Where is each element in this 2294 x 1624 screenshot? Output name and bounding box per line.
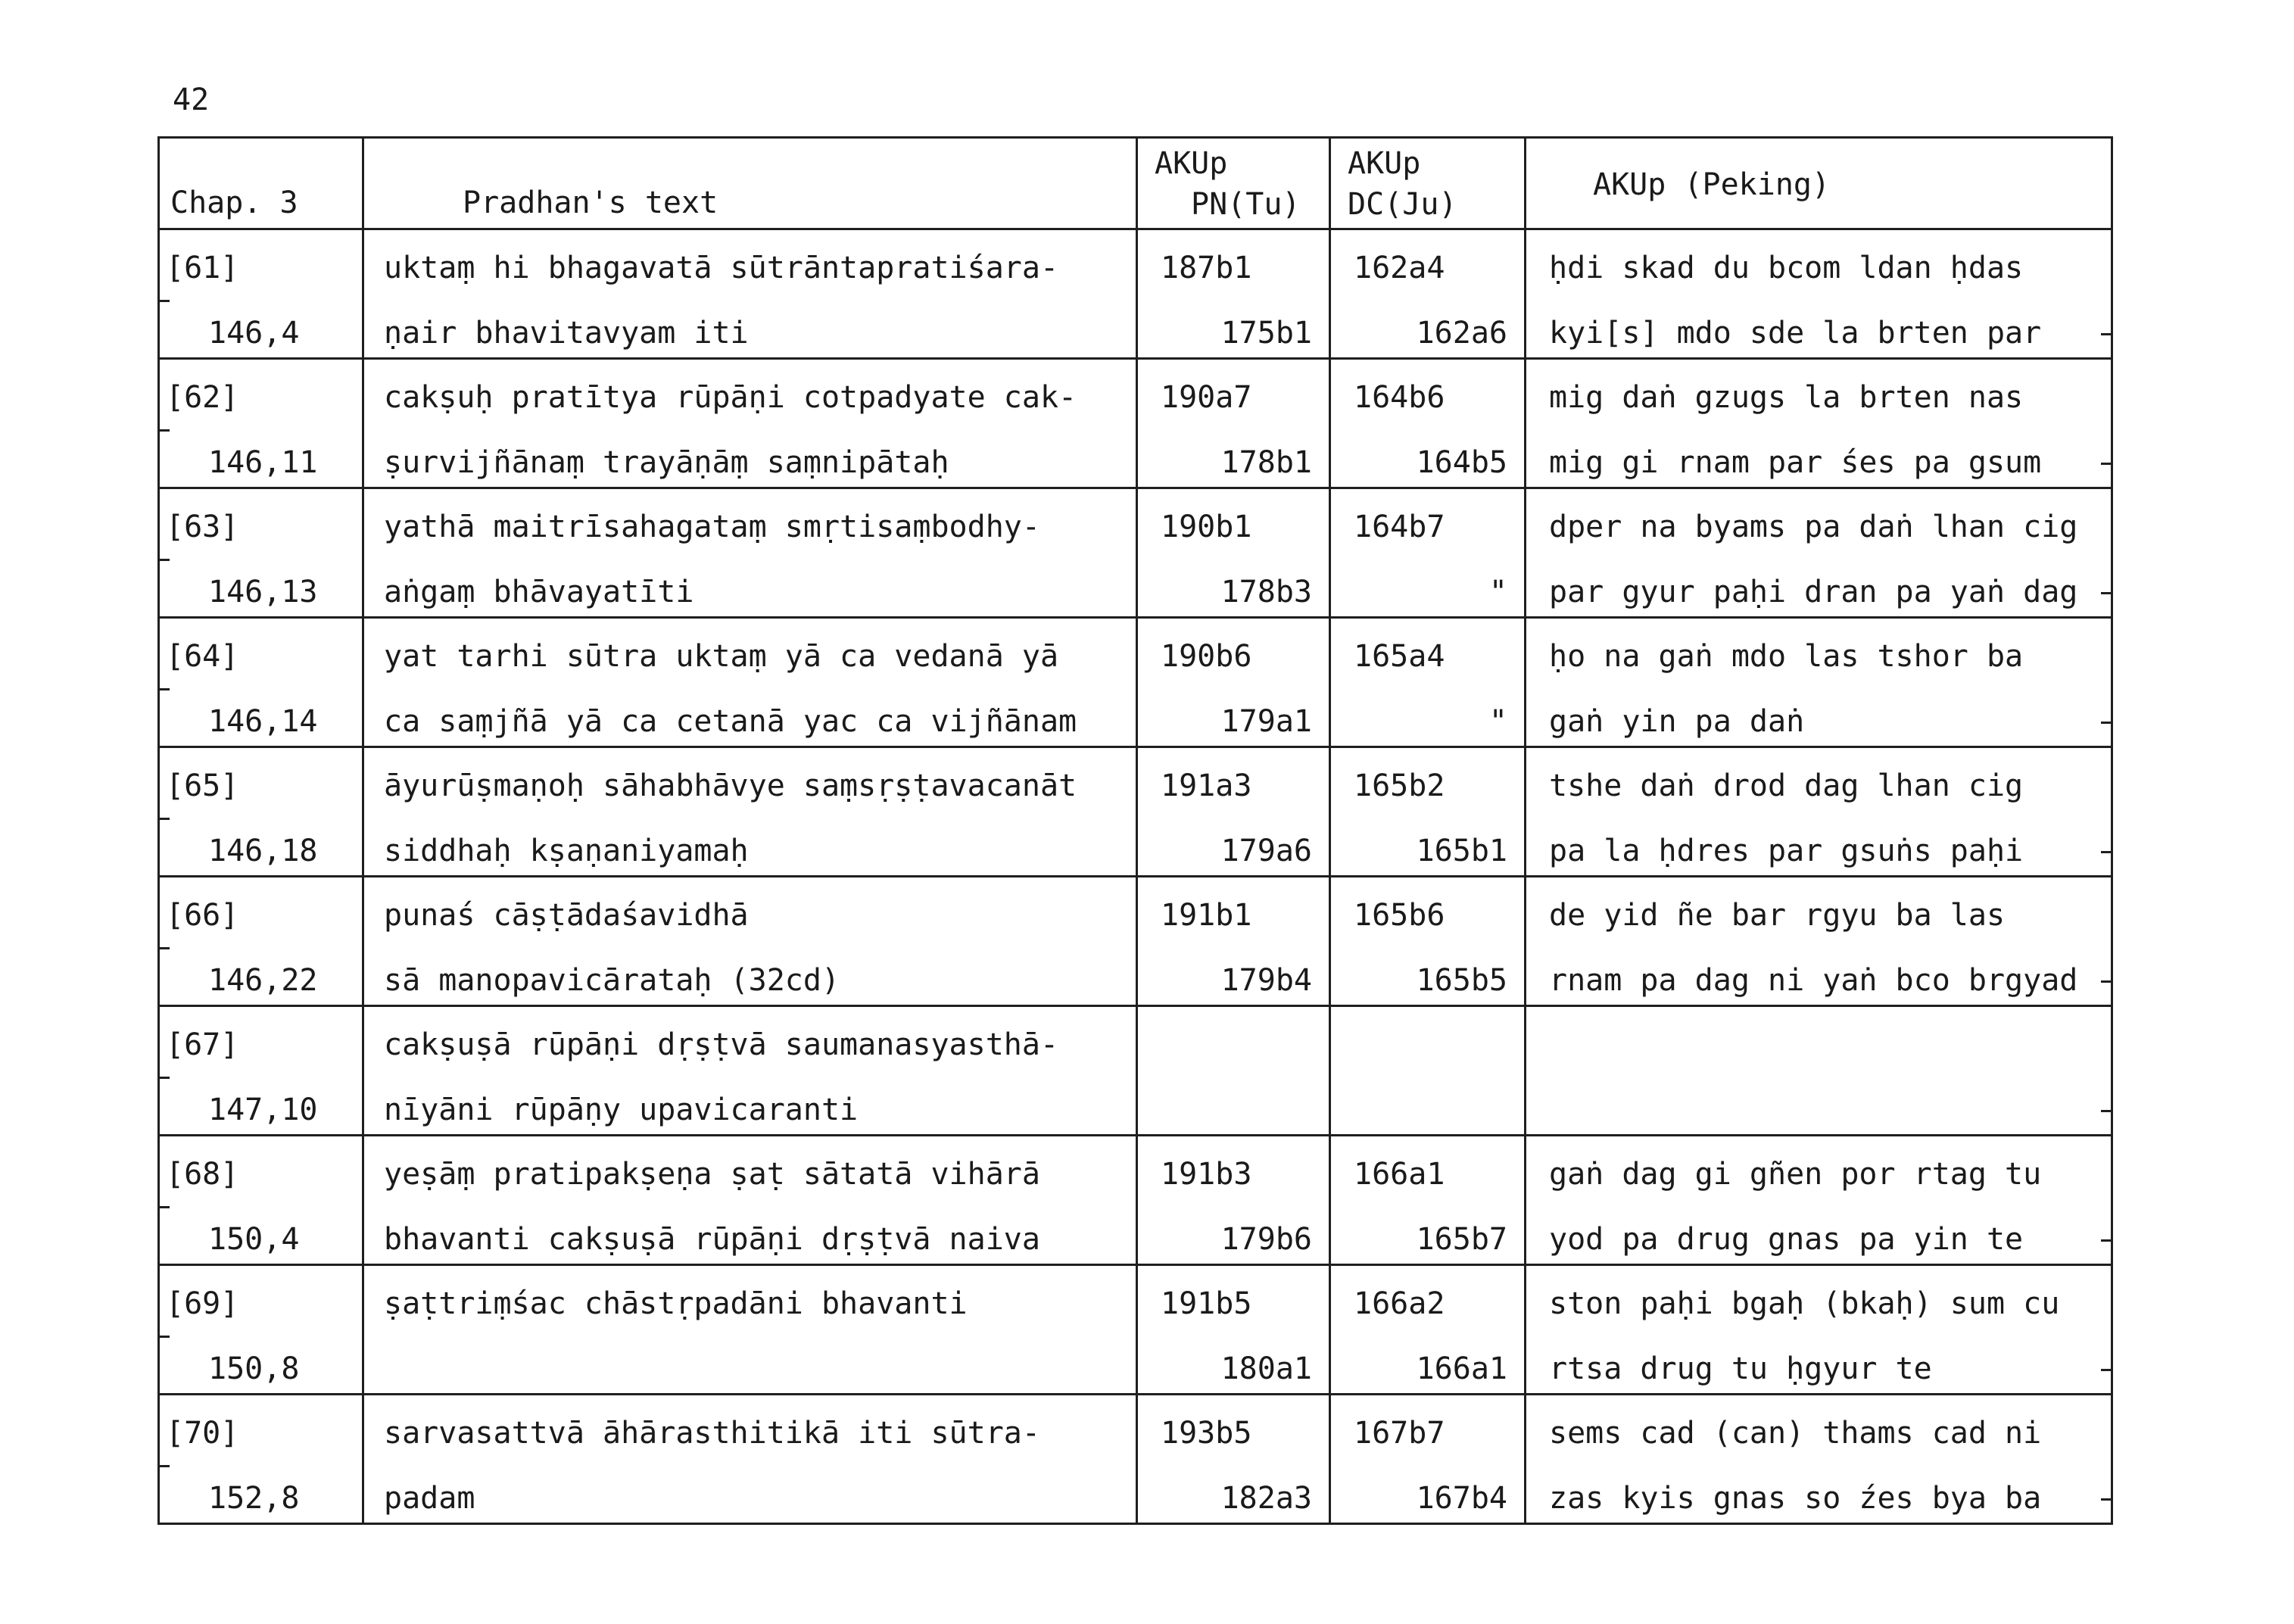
cell-dc-ju-line2: 164b5: [1416, 445, 1507, 480]
cell-peking: [1526, 877, 2112, 1006]
cell-pn-tu-line2: 178b3: [1220, 575, 1312, 609]
row-tick-mark: [2101, 592, 2113, 594]
cell-peking-line1: ḥdi skad du bcom ldan ḥdas: [1549, 251, 2024, 285]
cell-pradhan-text-line1: yeṣāṃ pratipakṣeṇa ṣaṭ sātatā vihārā: [384, 1157, 1040, 1192]
cell-chapter: [159, 1265, 363, 1395]
cell-peking-line1: sems cad (can) thams cad ni: [1549, 1416, 2042, 1451]
cell-peking-line2: yod pa drug gnas pa yin te: [1549, 1222, 2024, 1257]
cell-pradhan-text: [363, 1136, 1137, 1265]
cell-peking: [1526, 618, 2112, 747]
cell-pn-tu: [1137, 359, 1330, 488]
cell-pn-tu: [1137, 1395, 1330, 1524]
cell-pn-tu-line2: 179a6: [1220, 834, 1312, 868]
cell-pn-tu: [1137, 1265, 1330, 1395]
row-tick-mark: [157, 688, 170, 690]
cell-peking-line1: ston paḥi bgaḥ (bkaḥ) sum cu: [1549, 1286, 2060, 1321]
cell-dc-ju: [1330, 1395, 1526, 1524]
cell-pn-tu-line2: 175b1: [1220, 316, 1312, 351]
cell-dc-ju: [1330, 488, 1526, 618]
cell-pradhan-text: [363, 229, 1137, 359]
cell-chapter: [159, 877, 363, 1006]
cell-peking-line2: rnam pa dag ni yaṅ bco brgyad: [1549, 963, 2078, 998]
cell-pn-tu: [1137, 488, 1330, 618]
cell-chapter: [159, 1395, 363, 1524]
cell-chapter-line2: 150,8: [208, 1351, 300, 1386]
page-number: 42: [173, 83, 210, 117]
cell-chapter: [159, 359, 363, 488]
cell-dc-ju-line2: ": [1488, 704, 1507, 739]
cell-pn-tu-line1: 191a3: [1161, 768, 1252, 803]
cell-pradhan-text-line2: siddhaḥ kṣaṇaniyamaḥ: [384, 834, 749, 868]
cell-pradhan-text: [363, 1006, 1137, 1136]
row-tick-mark: [157, 1336, 170, 1338]
cell-pradhan-text-line2: nīyāni rūpāṇy upavicaranti: [384, 1093, 859, 1127]
cell-peking-line2: mig gi rnam par śes pa gsum: [1549, 445, 2042, 480]
row-tick-mark: [157, 559, 170, 561]
cell-chapter-line1: [68]: [166, 1157, 239, 1192]
table-row: [159, 1395, 2112, 1524]
cell-pn-tu-line2: 179b6: [1220, 1222, 1312, 1257]
cell-dc-ju: [1330, 359, 1526, 488]
cell-dc-ju-line2: ": [1488, 575, 1507, 609]
cell-dc-ju: [1330, 747, 1526, 877]
cell-chapter-line2: 146,14: [208, 704, 318, 739]
cell-chapter-line2: 146,11: [208, 445, 318, 480]
header-chap: [159, 138, 363, 229]
cell-chapter-line1: [67]: [166, 1027, 239, 1062]
cell-peking: [1526, 1395, 2112, 1524]
row-tick-mark: [157, 300, 170, 302]
cell-dc-ju: [1330, 229, 1526, 359]
cell-peking: [1526, 1136, 2112, 1265]
row-tick-mark: [2101, 1498, 2113, 1501]
cell-pn-tu-line1: 190b1: [1161, 510, 1252, 544]
table-row: [159, 618, 2112, 747]
cell-dc-ju: [1330, 1265, 1526, 1395]
row-tick-mark: [157, 1077, 170, 1079]
cell-peking: [1526, 747, 2112, 877]
table-row: [159, 747, 2112, 877]
header-row: [159, 138, 2112, 229]
cell-pradhan-text: [363, 1265, 1137, 1395]
cell-chapter-line2: 147,10: [208, 1093, 318, 1127]
cell-pn-tu: [1137, 1136, 1330, 1265]
cell-peking: [1526, 359, 2112, 488]
table-row: [159, 1265, 2112, 1395]
cell-chapter-line1: [63]: [166, 510, 239, 544]
cell-pradhan-text-line1: āyurūṣmaṇoḥ sāhabhāvye saṃsṛṣṭavacanāt: [384, 768, 1077, 803]
cell-chapter-line2: 146,4: [208, 316, 300, 351]
cell-dc-ju-line1: 164b7: [1354, 510, 1445, 544]
row-tick-mark: [157, 947, 170, 949]
cell-pradhan-text-line2: padam: [384, 1481, 475, 1516]
cell-dc-ju-line2: 166a1: [1416, 1351, 1507, 1386]
cell-dc-ju-line1: 164b6: [1354, 380, 1445, 415]
cell-peking: [1526, 488, 2112, 618]
cell-pradhan-text-line1: ṣaṭtriṃśac chāstṛpadāni bhavanti: [384, 1286, 968, 1321]
row-tick-mark: [2101, 722, 2113, 724]
row-tick-mark: [2101, 333, 2113, 335]
cell-dc-ju: [1330, 1006, 1526, 1136]
row-tick-mark: [2101, 1110, 2113, 1112]
concordance-table-container: [157, 136, 2111, 1525]
cell-dc-ju-line1: 165a4: [1354, 639, 1445, 674]
cell-chapter-line2: 150,4: [208, 1222, 300, 1257]
cell-pn-tu-line1: 191b1: [1161, 898, 1252, 933]
cell-pradhan-text-line1: cakṣuḥ pratītya rūpāṇi cotpadyate cak-: [384, 380, 1077, 415]
cell-dc-ju-line1: 166a2: [1354, 1286, 1445, 1321]
cell-peking-line2: zas kyis gnas so źes bya ba: [1549, 1481, 2042, 1516]
cell-dc-ju-line1: 167b7: [1354, 1416, 1445, 1451]
cell-pn-tu: [1137, 877, 1330, 1006]
header-text: [363, 138, 1137, 229]
table-row: [159, 229, 2112, 359]
cell-pradhan-text: [363, 1395, 1137, 1524]
row-tick-mark: [157, 818, 170, 820]
cell-peking-line2: gaṅ yin pa daṅ: [1549, 704, 1805, 739]
table-row: [159, 359, 2112, 488]
cell-dc-ju-line2: 165b1: [1416, 834, 1507, 868]
cell-chapter-line2: 146,13: [208, 575, 318, 609]
cell-chapter-line2: 146,22: [208, 963, 318, 998]
cell-peking-line1: mig daṅ gzugs la brten nas: [1549, 380, 2024, 415]
row-tick-mark: [157, 1465, 170, 1467]
cell-pradhan-text-line2: ca saṃjñā yā ca cetanā yac ca vijñānam: [384, 704, 1077, 739]
cell-peking-line1: tshe daṅ drod dag lhan cig: [1549, 768, 2024, 803]
cell-pradhan-text: [363, 618, 1137, 747]
cell-pn-tu-line2: 179a1: [1220, 704, 1312, 739]
cell-pradhan-text: [363, 488, 1137, 618]
cell-dc-ju-line2: 165b5: [1416, 963, 1507, 998]
cell-dc-ju: [1330, 618, 1526, 747]
cell-chapter: [159, 1136, 363, 1265]
cell-pn-tu: [1137, 1006, 1330, 1136]
cell-pn-tu-line1: 193b5: [1161, 1416, 1252, 1451]
cell-pradhan-text-line2: aṅgaṃ bhāvayatīti: [384, 575, 694, 609]
cell-pradhan-text-line2: ṣurvijñānaṃ trayāṇāṃ saṃnipātaḥ: [384, 445, 949, 480]
cell-chapter-line1: [69]: [166, 1286, 239, 1321]
concordance-table: [157, 136, 2113, 1525]
cell-dc-ju-line2: 165b7: [1416, 1222, 1507, 1257]
cell-peking-line2: pa la ḥdres par gsuṅs paḥi: [1549, 834, 2024, 868]
cell-pradhan-text: [363, 359, 1137, 488]
cell-peking-line1: gaṅ dag gi gñen por rtag tu: [1549, 1157, 2042, 1192]
header-tu-line2: PN(Tu): [1191, 187, 1301, 222]
header-ju-line1: AKUp: [1348, 146, 1421, 181]
cell-pradhan-text-line1: yathā maitrīsahagataṃ smṛtisaṃbodhy-: [384, 510, 1040, 544]
cell-chapter-line1: [61]: [166, 251, 239, 285]
row-tick-mark: [2101, 1369, 2113, 1371]
cell-chapter-line1: [64]: [166, 639, 239, 674]
cell-peking-line2: kyi[s] mdo sde la brten par: [1549, 316, 2042, 351]
header-ju: [1330, 138, 1526, 229]
cell-chapter-line1: [65]: [166, 768, 239, 803]
header-peking: [1526, 138, 2112, 229]
cell-chapter-line2: 146,18: [208, 834, 318, 868]
cell-dc-ju: [1330, 877, 1526, 1006]
header-chap-label: Chap. 3: [170, 185, 298, 220]
cell-pn-tu: [1137, 618, 1330, 747]
cell-pradhan-text: [363, 877, 1137, 1006]
cell-pradhan-text-line2: sā manopavicārataḥ (32cd): [384, 963, 840, 998]
header-peking-label: AKUp (Peking): [1593, 167, 1831, 202]
cell-pradhan-text-line1: punaś cāṣṭādaśavidhā: [384, 898, 749, 933]
row-tick-mark: [157, 429, 170, 432]
cell-pn-tu-line1: 191b5: [1161, 1286, 1252, 1321]
cell-peking: [1526, 1265, 2112, 1395]
cell-pradhan-text: [363, 747, 1137, 877]
cell-chapter-line1: [66]: [166, 898, 239, 933]
header-text-label: Pradhan's text: [463, 185, 718, 220]
row-tick-mark: [157, 1206, 170, 1208]
cell-chapter-line1: [62]: [166, 380, 239, 415]
header-tu: [1137, 138, 1330, 229]
cell-peking: [1526, 229, 2112, 359]
cell-chapter: [159, 747, 363, 877]
cell-pn-tu-line2: 179b4: [1220, 963, 1312, 998]
cell-pradhan-text-line1: yat tarhi sūtra uktaṃ yā ca vedanā yā: [384, 639, 1059, 674]
row-tick-mark: [2101, 851, 2113, 853]
cell-pradhan-text-line2: bhavanti cakṣuṣā rūpāṇi dṛṣṭvā naiva: [384, 1222, 1040, 1257]
cell-dc-ju-line1: 166a1: [1354, 1157, 1445, 1192]
cell-pradhan-text-line2: ṇair bhavitavyam iti: [384, 316, 749, 351]
cell-dc-ju-line1: 162a4: [1354, 251, 1445, 285]
cell-peking-line2: rtsa drug tu ḥgyur te: [1549, 1351, 1932, 1386]
cell-peking-line2: par gyur paḥi dran pa yaṅ dag: [1549, 575, 2078, 609]
cell-pradhan-text-line1: cakṣuṣā rūpāṇi dṛṣṭvā saumanasyasthā-: [384, 1027, 1059, 1062]
cell-dc-ju-line2: 162a6: [1416, 316, 1507, 351]
cell-peking-line1: de yid ñe bar rgyu ba las: [1549, 898, 2006, 933]
cell-pn-tu: [1137, 747, 1330, 877]
cell-pn-tu-line1: 190a7: [1161, 380, 1252, 415]
cell-pn-tu-line1: 191b3: [1161, 1157, 1252, 1192]
cell-chapter: [159, 618, 363, 747]
cell-chapter-line1: [70]: [166, 1416, 239, 1451]
cell-dc-ju: [1330, 1136, 1526, 1265]
cell-dc-ju-line1: 165b6: [1354, 898, 1445, 933]
cell-pn-tu-line1: 190b6: [1161, 639, 1252, 674]
cell-dc-ju-line1: 165b2: [1354, 768, 1445, 803]
header-tu-line1: AKUp: [1155, 146, 1228, 181]
table-row: [159, 1136, 2112, 1265]
table-row: [159, 1006, 2112, 1136]
cell-pn-tu-line2: 182a3: [1220, 1481, 1312, 1516]
cell-peking-line1: dper na byams pa daṅ lhan cig: [1549, 510, 2078, 544]
cell-pn-tu: [1137, 229, 1330, 359]
cell-pn-tu-line2: 178b1: [1220, 445, 1312, 480]
cell-chapter: [159, 1006, 363, 1136]
cell-pn-tu-line1: 187b1: [1161, 251, 1252, 285]
cell-chapter: [159, 488, 363, 618]
row-tick-mark: [2101, 463, 2113, 465]
row-tick-mark: [2101, 1239, 2113, 1242]
cell-peking-line1: ḥo na gaṅ mdo las tshor ba: [1549, 639, 2024, 674]
cell-peking: [1526, 1006, 2112, 1136]
header-ju-line2: DC(Ju): [1348, 187, 1457, 222]
cell-pradhan-text-line1: uktaṃ hi bhagavatā sūtrāntapratiśara-: [384, 251, 1059, 285]
table-row: [159, 488, 2112, 618]
cell-chapter: [159, 229, 363, 359]
cell-dc-ju-line2: 167b4: [1416, 1481, 1507, 1516]
cell-pn-tu-line2: 180a1: [1220, 1351, 1312, 1386]
cell-pradhan-text-line1: sarvasattvā āhārasthitikā iti sūtra-: [384, 1416, 1040, 1451]
table-row: [159, 877, 2112, 1006]
cell-chapter-line2: 152,8: [208, 1481, 300, 1516]
row-tick-mark: [2101, 980, 2113, 983]
